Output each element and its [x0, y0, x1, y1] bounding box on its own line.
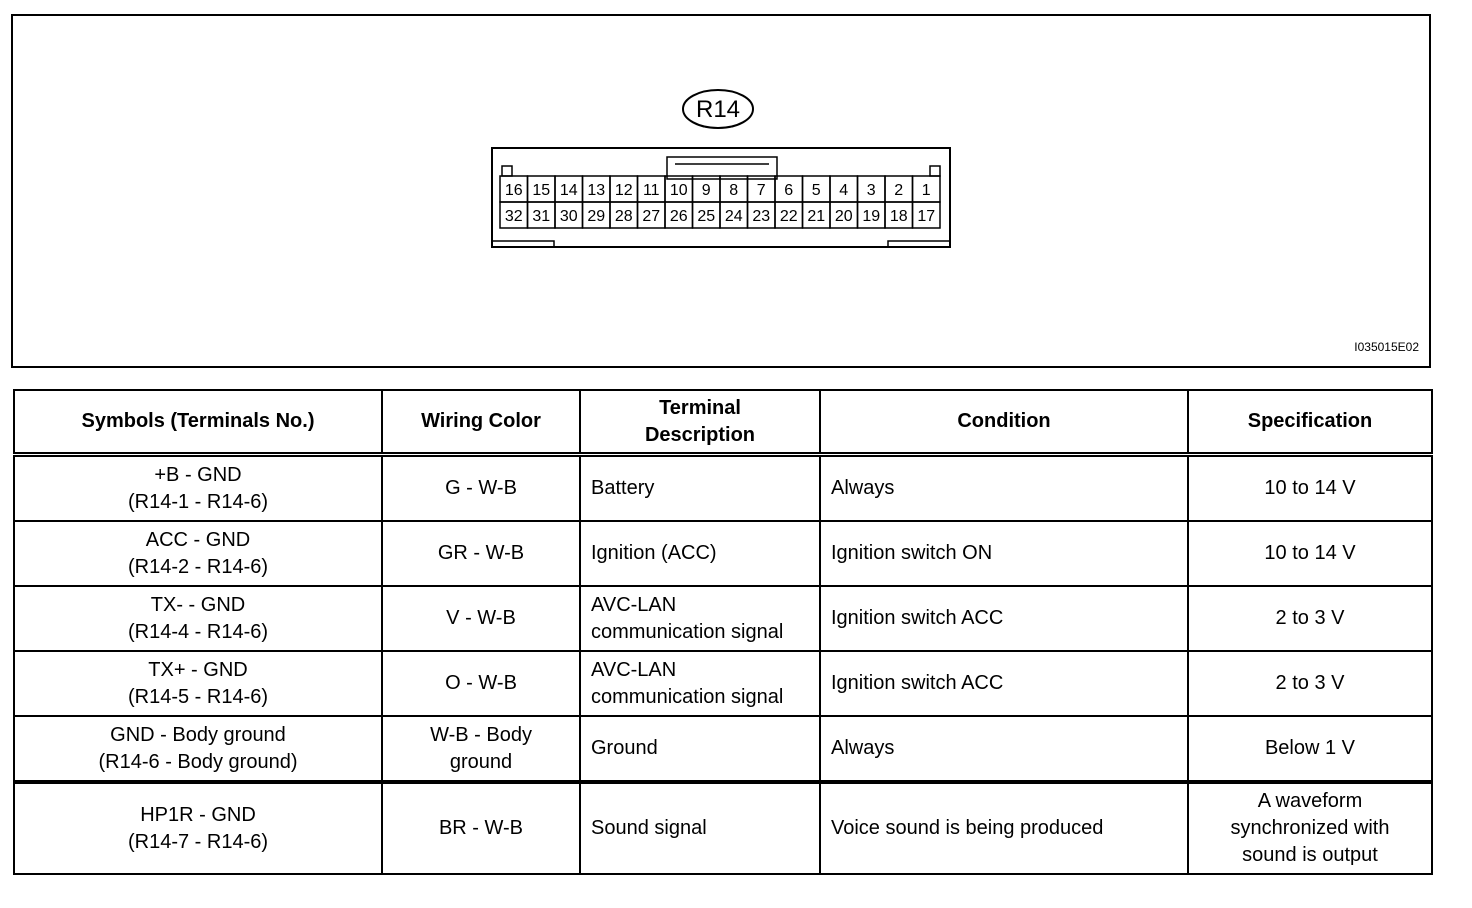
pin-number: 13 [587, 182, 606, 199]
pin-number: 14 [559, 182, 578, 199]
pin-number: 10 [669, 182, 688, 199]
connector-label: R14 [695, 96, 741, 123]
cell-description: AVC-LAN communication signal [580, 586, 820, 651]
table-row [14, 782, 1432, 874]
pin-number: 20 [834, 208, 853, 225]
cell-wiring-color: V - W-B [382, 586, 580, 651]
figure-code: I035015E02 [1354, 340, 1419, 354]
cell-specification: Below 1 V [1188, 716, 1432, 782]
cell-specification: 10 to 14 V [1188, 455, 1432, 522]
pin-grid [500, 176, 940, 228]
pin-number: 28 [614, 208, 633, 225]
cell-condition: Voice sound is being produced [820, 782, 1188, 874]
cell-condition: Ignition switch ACC [820, 586, 1188, 651]
cell-condition: Always [820, 455, 1188, 522]
pin-number: 7 [756, 182, 766, 199]
table-row [14, 455, 1432, 522]
header-symbols: Symbols (Terminals No.) [14, 390, 382, 455]
pin-number: 31 [532, 208, 551, 225]
table-row [14, 651, 1432, 716]
cell-specification: 2 to 3 V [1188, 651, 1432, 716]
cell-wiring-color: BR - W-B [382, 782, 580, 874]
pin-number: 3 [866, 182, 876, 199]
pin-number: 26 [669, 208, 688, 225]
pin-number: 18 [889, 208, 908, 225]
pin-number: 24 [724, 208, 743, 225]
cell-description: Sound signal [580, 782, 820, 874]
corner-mark-left [502, 166, 512, 176]
cell-wiring-color: G - W-B [382, 455, 580, 522]
header-specification: Specification [1188, 390, 1432, 455]
pin-number: 4 [839, 182, 849, 199]
pin-number: 25 [697, 208, 716, 225]
pin-number: 30 [559, 208, 578, 225]
cell-condition: Always [820, 716, 1188, 782]
pin-number: 6 [784, 182, 794, 199]
cell-specification: 2 to 3 V [1188, 586, 1432, 651]
cell-symbol: +B - GND (R14-1 - R14-6) [14, 455, 382, 522]
table-row [14, 586, 1432, 651]
pin-number: 15 [532, 182, 551, 199]
cell-symbol: HP1R - GND (R14-7 - R14-6) [14, 782, 382, 874]
cell-symbol: TX- - GND (R14-4 - R14-6) [14, 586, 382, 651]
corner-mark-right [930, 166, 940, 176]
cell-description: Ground [580, 716, 820, 782]
cell-symbol: ACC - GND (R14-2 - R14-6) [14, 521, 382, 586]
table-row [14, 716, 1432, 782]
pin-number: 21 [807, 208, 826, 225]
terminal-spec-table [13, 389, 1433, 875]
cell-description: Ignition (ACC) [580, 521, 820, 586]
pin-number: 2 [894, 182, 904, 199]
pin-number: 19 [862, 208, 881, 225]
pin-number: 16 [504, 182, 523, 199]
header-terminal-description: Terminal Description [580, 390, 820, 455]
cell-description: AVC-LAN communication signal [580, 651, 820, 716]
pin-number: 23 [752, 208, 771, 225]
cell-condition: Ignition switch ACC [820, 651, 1188, 716]
pin-number: 29 [587, 208, 606, 225]
cell-symbol: TX+ - GND (R14-5 - R14-6) [14, 651, 382, 716]
pin-number: 11 [642, 182, 660, 199]
connector-diagram [13, 16, 1429, 366]
pin-number: 9 [701, 182, 711, 199]
table-header-row [14, 390, 1432, 455]
pin-number: 17 [917, 208, 936, 225]
header-condition: Condition [820, 390, 1188, 455]
cell-symbol: GND - Body ground (R14-6 - Body ground) [14, 716, 382, 782]
cell-specification: A waveform synchronized with sound is output [1188, 782, 1432, 874]
pin-number: 1 [921, 182, 931, 199]
pin-number: 27 [642, 208, 661, 225]
cell-condition: Ignition switch ON [820, 521, 1188, 586]
connector-figure [11, 14, 1431, 368]
pin-number: 12 [614, 182, 633, 199]
cell-description: Battery [580, 455, 820, 522]
pin-number: 8 [729, 182, 739, 199]
header-wiring-color: Wiring Color [382, 390, 580, 455]
cell-wiring-color: W-B - Body ground [382, 716, 580, 782]
cell-wiring-color: GR - W-B [382, 521, 580, 586]
cell-specification: 10 to 14 V [1188, 521, 1432, 586]
cell-wiring-color: O - W-B [382, 651, 580, 716]
pin-number: 32 [504, 208, 523, 225]
pin-number: 5 [811, 182, 821, 199]
table-row [14, 521, 1432, 586]
pin-number: 22 [779, 208, 798, 225]
